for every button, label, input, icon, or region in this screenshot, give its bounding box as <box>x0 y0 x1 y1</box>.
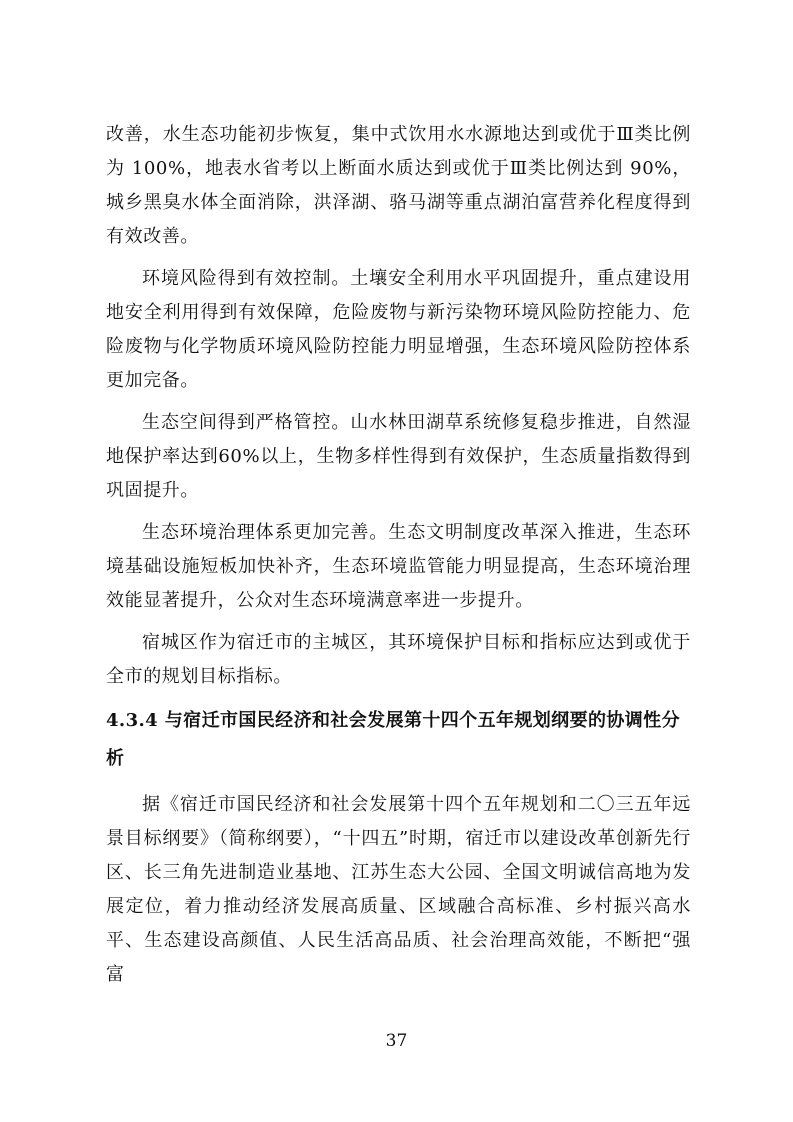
paragraph-environmental-risk: 环境风险得到有效控制。土壤安全利用水平巩固提升，重点建设用地安全利用得到有效保障，危险废物与新污染物环境风险防控能力、危险废物与化学物质环境风险防控能力明显增强，生态环境风险防控体系更加完备。 <box>106 268 691 391</box>
page-body <box>106 118 691 1000</box>
section-heading: 4.3.4 与宿迁市国民经济和社会发展第十四个五年规划纲要的协调性分析 <box>106 710 680 769</box>
paragraph-outline-analysis: 据《宿迁市国民经济和社会发展第十四个五年规划和二〇三五年远景目标纲要》（简称纲要），“十四五”时期，宿迁市以建设改革创新先行区、长三角先进制造业基地、江苏生态大公园、全国文明诚信高地为发展定位，着力推动经济发展高质量、区域融合高标准、乡村振兴高水平、生态建设高颜值、人民生活高品质、社会治理高效能，不断把“强富 <box>106 794 691 985</box>
paragraph-governance-system: 生态环境治理体系更加完善。生态文明制度改革深入推进，生态环境基础设施短板加快补齐，生态环境监管能力明显提高，生态环境治理效能显著提升，公众对生态环境满意率进一步提升。 <box>106 522 691 611</box>
paragraph-water-ecology: 改善，水生态功能初步恢复，集中式饮用水水源地达到或优于Ⅲ类比例为 100%，地表水省考以上断面水质达到或优于Ⅲ类比例达到 90%，城乡黑臭水体全面消除，洪泽湖、骆马湖等重点湖泊富营养化程度得到有效改善。 <box>106 124 691 247</box>
page-number: 37 <box>385 1031 408 1051</box>
paragraph-ecological-space: 生态空间得到严格管控。山水林田湖草系统修复稳步推进，自然湿地保护率达到60%以上，生物多样性得到有效保护，生态质量指数得到巩固提升。 <box>106 412 691 501</box>
paragraph-sucheng-district: 宿城区作为宿迁市的主城区，其环境保护目标和指标应达到或优于全市的规划目标指标。 <box>106 632 691 687</box>
